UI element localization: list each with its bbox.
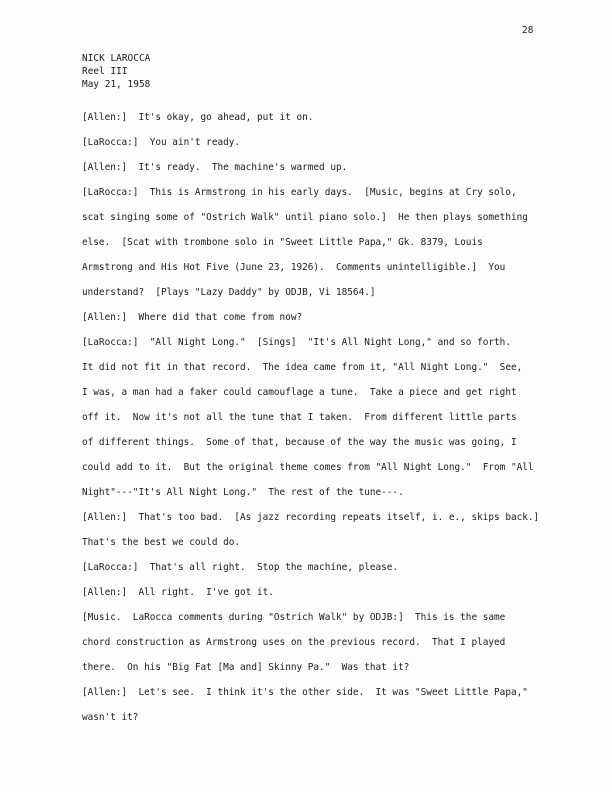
transcript-paragraph: [82, 512, 582, 562]
transcript-line: else. [Scat with trombone solo in "Sweet Little Papa," Gk. 8379, Louis: [82, 237, 483, 248]
transcript-line: understand? [Plays "Lazy Daddy" by ODJB, Vi 18564.]: [82, 287, 376, 298]
transcript-paragraph: [82, 337, 582, 512]
page-number: 28: [522, 25, 534, 36]
transcript-line: I was, a man had a faker could camouflage a tune. Take a piece and get right: [82, 387, 517, 398]
transcript-line: Armstrong and His Hot Five (June 23, 1926). Comments unintelligible.] You: [82, 262, 506, 273]
transcript-line: That's the best we could do.: [82, 537, 241, 548]
transcript-line: scat singing some of "Ostrich Walk" until piano solo.] He then plays something: [82, 212, 528, 223]
transcript-line: [Music. LaRocca comments during "Ostrich Walk" by ODJB:] This is the same: [82, 612, 506, 623]
transcript-line: off it. Now it's not all the tune that I taken. From different little parts: [82, 412, 517, 423]
transcript-paragraph: [82, 137, 582, 162]
transcript-line: chord construction as Armstrong uses on the previous record. That I played: [82, 637, 506, 648]
transcript-line: [LaRocca:] That's all right. Stop the machine, please.: [82, 562, 399, 573]
transcript-line: of different things. Some of that, because of the way the music was going, I: [82, 437, 517, 448]
transcript-line: [Allen:] Where did that come from now?: [82, 312, 303, 323]
transcript-line: [Allen:] Let's see. I think it's the other side. It was "Sweet Little Papa,": [82, 687, 528, 698]
transcript-line: [LaRocca:] This is Armstrong in his early days. [Music, begins at Cry solo,: [82, 187, 517, 198]
transcript-paragraph: [82, 162, 582, 187]
transcript-paragraph: [82, 687, 582, 737]
transcript-line: [LaRocca:] You ain't ready.: [82, 137, 241, 148]
transcript-paragraph: [82, 312, 582, 337]
transcript-line: It did not fit in that record. The idea came from it, "All Night Long." See,: [82, 362, 523, 373]
transcript-line: [LaRocca:] "All Night Long." [Sings] "It's All Night Long," and so forth.: [82, 337, 511, 348]
transcript-line: there. On his "Big Fat [Ma and] Skinny Pa." Was that it?: [82, 662, 410, 673]
transcript-paragraph: [82, 112, 582, 137]
transcript-line: [Allen:] All right. I've got it.: [82, 587, 274, 598]
transcript-line: could add to it. But the original theme comes from "All Night Long." From "All: [82, 462, 534, 473]
transcript-line: [Allen:] That's too bad. [As jazz recording repeats itself, i. e., skips back.]: [82, 512, 540, 523]
transcript-line: [Allen:] It's ready. The machine's warmed up.: [82, 162, 348, 173]
transcript-paragraph: [82, 187, 582, 312]
reel-label: Reel III: [82, 66, 128, 77]
interview-date: May 21, 1958: [82, 79, 151, 90]
transcript-line: Night"---"It's All Night Long." The rest of the tune---.: [82, 487, 404, 498]
interviewee-name: NICK LAROCCA: [82, 53, 151, 64]
transcript-line: [Allen:] It's okay, go ahead, put it on.: [82, 112, 314, 123]
transcript-paragraph: [82, 612, 582, 687]
transcript-paragraph: [82, 587, 582, 612]
transcript-line: wasn't it?: [82, 712, 139, 723]
transcript-paragraph: [82, 562, 582, 587]
